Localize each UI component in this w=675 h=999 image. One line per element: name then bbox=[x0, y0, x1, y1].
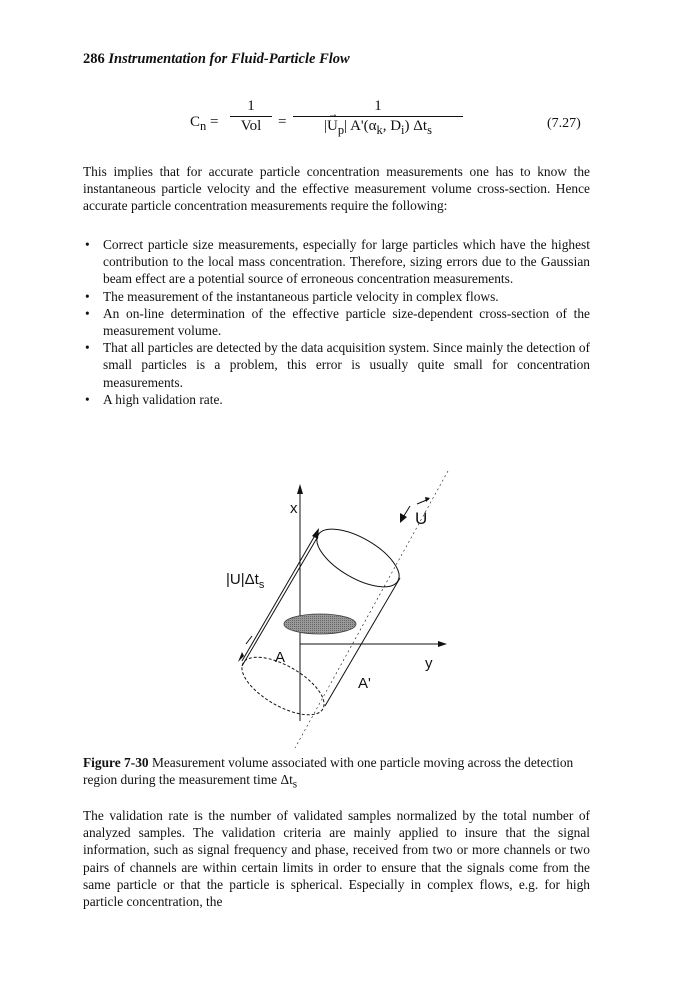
page-number: 286 bbox=[83, 51, 105, 67]
x-axis-label: x bbox=[290, 500, 298, 517]
top-cross-section bbox=[308, 518, 408, 599]
paragraph-1: This implies that for accurate particle concentration measurements one has to know the instantaneous particle velocity and the effective measurement volume cross-section. Hence accurate particle concentration measurements require the following: bbox=[83, 164, 590, 214]
area-label-a: A bbox=[275, 649, 286, 666]
velocity-label: U bbox=[415, 509, 428, 528]
displacement-arrow bbox=[242, 532, 317, 661]
list-item: • The measurement of the instantaneous particle velocity in complex flows. bbox=[85, 288, 499, 304]
running-title: Instrumentation for Fluid-Particle Flow bbox=[108, 51, 350, 67]
displacement-arrowhead-bottom bbox=[238, 652, 244, 662]
y-axis-label: y bbox=[425, 655, 433, 672]
list-item: • An on-line determination of the effective particle size-dependent cross-section of the measurement volume. bbox=[85, 305, 590, 339]
list-item: • That all particles are detected by the data acquisition system. Since mainly the detection of small particles is a problem, this error is usually quite small for concentration measurements. bbox=[85, 340, 590, 390]
list-item: • A high validation rate. bbox=[85, 391, 223, 407]
displacement-arrowhead-top bbox=[312, 528, 319, 539]
displacement-label: $|U|\Delta t_s$ bbox=[226, 571, 265, 591]
equation-fraction-1: 1 Vol bbox=[230, 98, 272, 135]
figure-caption: Figure 7-30 Measurement volume associated with one particle moving across the detection region during the measurement time $\Delta t_s$ bbox=[83, 755, 574, 791]
paragraph-2: The validation rate is the number of validated samples normalized by the total number of analyzed samples. The validation criteria are mainly applied to insure that the signal information, such as signal frequency and phase, received from two or more channels or two pairs of channels are within certain limits in order to ensure that the signals come from the same particle or that the particle is spherical. Especially in complex flows, e.g. for high particle concentration, the bbox=[83, 808, 590, 910]
equation-number: (7.27) bbox=[547, 116, 581, 131]
x-axis-arrowhead bbox=[297, 484, 303, 494]
equation-7-27: $C_n$ = 1 Vol = 1 |U → $_p$| $A'(\alpha_k$, $D_i$) $\Delta t_s$ (7.27) bbox=[190, 98, 581, 137]
velocity-arrowhead bbox=[400, 513, 407, 523]
requirements-list bbox=[83, 236, 590, 408]
equation-fraction-2: 1 |U → $_p$| $A'(\alpha_k$, $D_i$) $\Delta t_s$ bbox=[293, 98, 463, 138]
area-label-a-prime: A' bbox=[358, 675, 371, 692]
measurement-volume-figure bbox=[200, 466, 480, 756]
measurement-cross-section bbox=[284, 614, 356, 634]
list-item: • Correct particle size measurements, especially for large particles which have the highest contribution to the local mass concentration. Therefore, sizing errors due to the Gaussian beam effect are a potential source of erroneous concentration measurements. bbox=[85, 237, 590, 287]
cylinder-left-edge bbox=[242, 538, 317, 666]
y-axis-arrowhead bbox=[438, 641, 447, 647]
equation-lhs: $C_n$ = bbox=[190, 114, 219, 133]
page-header bbox=[83, 51, 350, 68]
